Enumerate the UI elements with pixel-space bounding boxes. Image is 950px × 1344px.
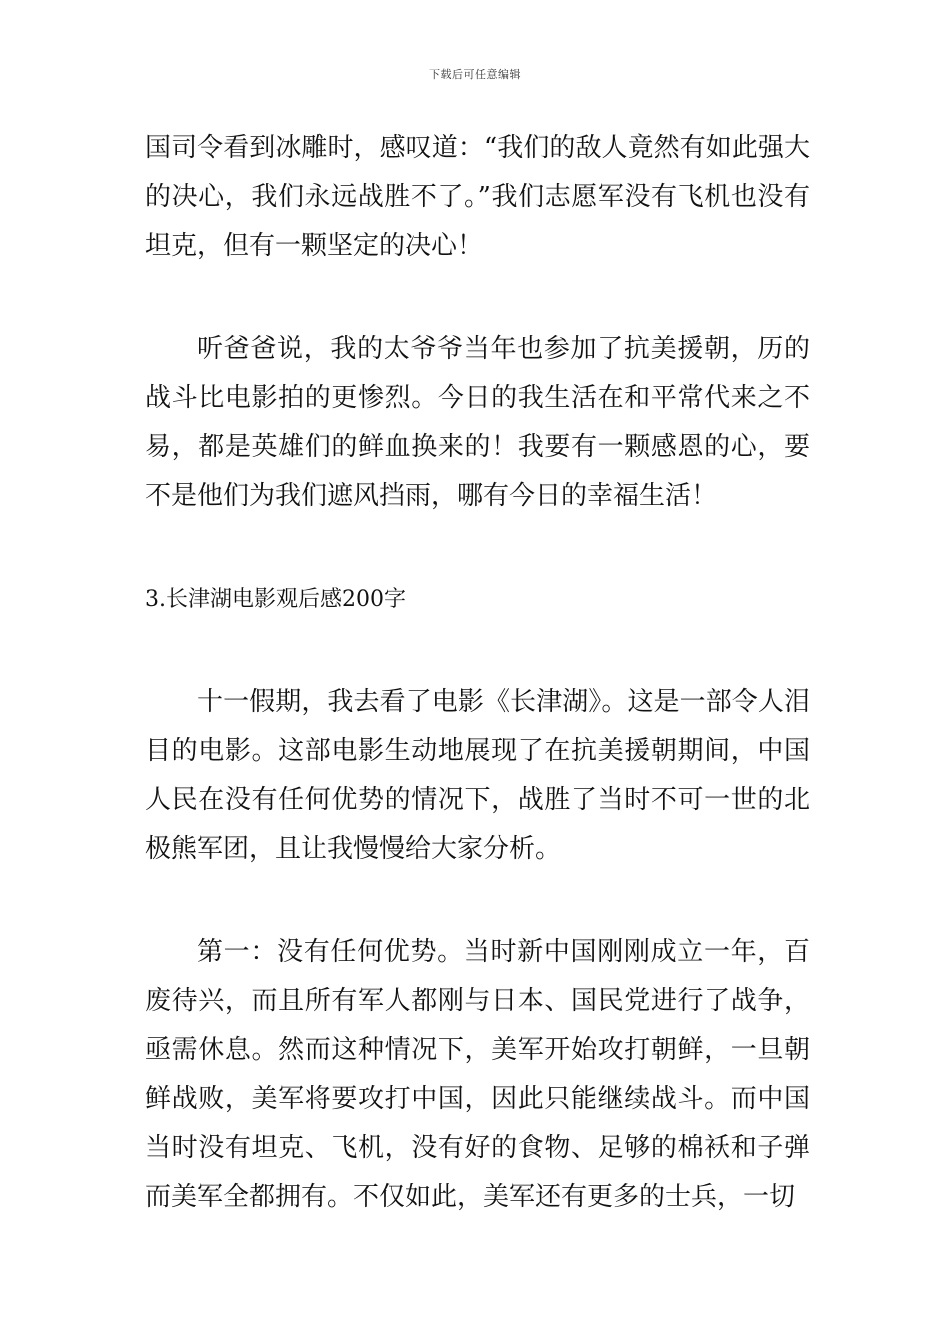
paragraph-1: 国司令看到冰雕时，感叹道：“我们的敌人竟然有如此强大的决心，我们永远战胜不了。”我们志愿军没有飞机也没有坦克，但有一颗坚定的决心！ bbox=[145, 133, 810, 261]
paragraph-gap bbox=[145, 271, 810, 325]
paragraph-gap bbox=[145, 521, 810, 575]
paragraph-gap bbox=[145, 874, 810, 928]
paragraph-2: 听爸爸说，我的太爷爷当年也参加了抗美援朝，历的战斗比电影拍的更惨烈。今日的我生活在和平常代来之不易，都是英雄们的鲜血换来的！我要有一颗感恩的心，要不是他们为我们遮风挡雨，哪有今日的幸福生活！ bbox=[145, 334, 810, 511]
header-note: 下载后可任意编辑 bbox=[429, 68, 521, 81]
paragraph-gap bbox=[145, 624, 810, 678]
document-body bbox=[145, 124, 810, 1222]
section-heading: 3.长津湖电影观后感200字 bbox=[145, 587, 406, 612]
paragraph-3: 十一假期，我去看了电影《长津湖》。这是一部令人泪目的电影。这部电影生动地展现了在抗美援朝期间，中国人民在没有任何优势的情况下，战胜了当时不可一世的北极熊军团，且让我慢慢给大家分析。 bbox=[145, 687, 810, 864]
paragraph-4: 第一：没有任何优势。当时新中国刚刚成立一年，百废待兴，而且所有军人都刚与日本、国民党进行了战争，亟需休息。然而这种情况下，美军开始攻打朝鲜，一旦朝鲜战败，美军将要攻打中国，因此只能继续战斗。而中国当时没有坦克、飞机，没有好的食物、足够的棉袄和子弹而美军全都拥有。不仅如此，美军还有更多的士兵，一切 bbox=[145, 937, 810, 1212]
